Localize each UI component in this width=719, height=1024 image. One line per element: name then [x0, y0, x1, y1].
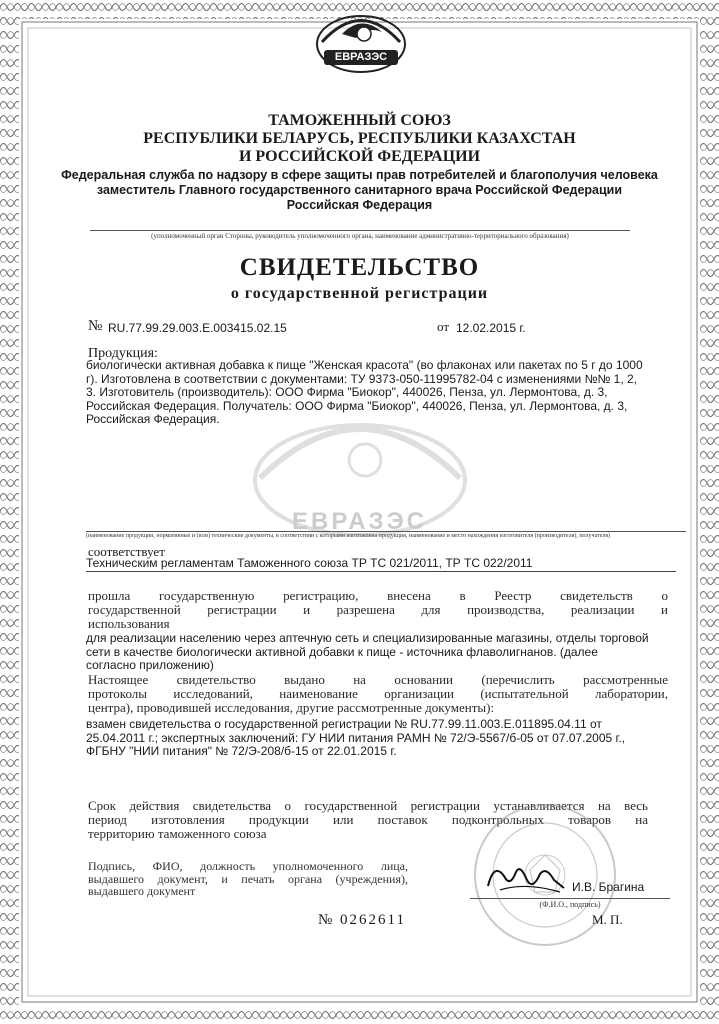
- registry-line: государственной регистрации и разрешена для производства, реализации и: [88, 602, 668, 617]
- basis-line: центра), проводившей исследования, другие рассмотренные документы):: [88, 700, 495, 715]
- eurasec-emblem: [312, 4, 410, 74]
- validity-line: период изготовления продукции или поставок подконтрольных товаров на: [88, 812, 648, 827]
- registry-text: [88, 589, 668, 631]
- header-customs-union: ТАМОЖЕННЫЙ СОЮЗ: [268, 112, 451, 129]
- registration-date-label: от: [437, 319, 450, 334]
- basis-doc-line: 25.04.2011 г.; экспертных заключений: ГУ НИИ питания РАМН № 72/Э-5567/б-05 от 07.07.2005 г.,: [86, 730, 626, 745]
- registration-number-label: №: [88, 318, 103, 334]
- basis-line: протоколы исследований, наименование организации (испытательной лаборатории,: [88, 686, 668, 701]
- product-line: биологически активная добавка к пище "Женская красота" (во флаконах или пакетах по 5 г до 1000: [86, 358, 643, 372]
- usage-description: [86, 632, 676, 673]
- conformity-label: соответствует: [88, 544, 165, 559]
- handwritten-signature: [480, 858, 570, 898]
- basis-text: [88, 673, 668, 715]
- basis-documents: [86, 718, 686, 759]
- authority-line-2: заместитель Главного государственного санитарного врача Российской Федерации: [96, 183, 623, 197]
- watermark-text: ЕВРАЗЭС: [291, 508, 427, 535]
- header-russia: И РОССИЙСКОЙ ФЕДЕРАЦИИ: [238, 148, 481, 165]
- signature-label-line: выдавшего документ: [88, 884, 196, 898]
- usage-line: согласно приложению): [86, 658, 214, 672]
- product-line: г). Изготовлена в соответствии с документами: ТУ 9373-050-11995782-04 с изменениями №№ 1, 2,: [86, 371, 637, 386]
- signature-label: [88, 860, 408, 898]
- signatory-name: И.В. Брагина: [572, 880, 645, 894]
- stamp-place-label: М. П.: [592, 912, 623, 927]
- product-label: Продукция:: [88, 346, 158, 361]
- certificate-subtitle: о государственной регистрации: [230, 285, 489, 302]
- certificate-title: СВИДЕТЕЛЬСТВО: [239, 254, 480, 281]
- signature-label-line: Подпись, ФИО, должность уполномоченного лица,: [88, 859, 408, 873]
- emblem-label: ЕВРАЗЭС: [334, 51, 388, 63]
- basis-doc-line: ФГБНУ "НИИ питания" № 72/Э-208/б-15 от 22.01.2015 г.: [86, 744, 397, 758]
- authority-line-3: Российская Федерация: [286, 198, 433, 212]
- registry-line: прошла государственную регистрацию, внесена в Реестр свидетельств о: [88, 588, 668, 603]
- product-description: [86, 359, 666, 427]
- product-line: Российская Федерация. Получатель: ООО Фирма "Биокор", 440026, Пенза, ул. Лермонтова, д. 3,: [86, 398, 628, 413]
- basis-doc-line: взамен свидетельства о государственной регистрации № RU.77.99.11.003.Е.011895.04.11 от: [86, 717, 602, 731]
- form-number: № 0262611: [318, 912, 407, 928]
- usage-line: для реализации населению через аптечную сеть и специализированные магазины, отделы торговой: [86, 631, 649, 645]
- usage-line: сети в качестве биологически активной добавки к пище - источника флаволигнанов. (далее: [86, 644, 598, 659]
- signature-label-line: выдавшего документ, и печать органа (учреждения),: [88, 871, 408, 886]
- basis-line: Настоящее свидетельство выдано на основании (перечислить рассмотренные: [88, 672, 668, 687]
- validity-line: территорию таможенного союза: [88, 826, 267, 841]
- product-caption: (наименование продукции, нормативные и (или) технические документы, в соответствии с которыми изготовлена продукция, наименование и место нахождения изготовителя (производителя), получателя): [86, 531, 686, 539]
- conformity-value: Техническим регламентам Таможенного союза ТР ТС 021/2011, ТР ТС 022/2011: [86, 557, 676, 572]
- registration-number: RU.77.99.29.003.E.003415.02.15: [108, 321, 287, 335]
- registration-date: 12.02.2015 г.: [456, 321, 526, 335]
- fio-caption: (Ф.И.О., подпись): [470, 898, 670, 909]
- product-line: 3. Изготовитель (производитель): ООО Фирма "Биокор", 440026, Пенза, ул. Лермонтова, д. 3,: [86, 385, 608, 399]
- authority-line-1: Федеральная служба по надзору в сфере защиты прав потребителей и благополучия человека: [61, 168, 658, 182]
- authority-caption: (уполномоченный орган Стороны, руководитель уполномоченного органа, наименование административно-территориального образования): [90, 230, 630, 240]
- product-line: Российская Федерация.: [86, 412, 220, 426]
- validity-line: Срок действия свидетельства о государственной регистрации устанавливается на весь: [88, 798, 648, 813]
- registry-line: использования: [88, 616, 170, 631]
- header-countries: РЕСПУБЛИКИ БЕЛАРУСЬ, РЕСПУБЛИКИ КАЗАХСТАН: [143, 130, 576, 147]
